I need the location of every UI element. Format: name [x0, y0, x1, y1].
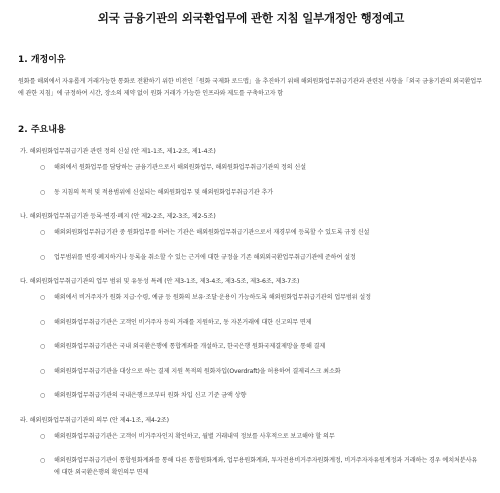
list-item [16, 366, 486, 378]
circle-bullet-icon: ○ [40, 188, 46, 196]
list-item [16, 455, 486, 478]
circle-bullet-icon: ○ [40, 343, 46, 350]
list-item-text: 해외외원화업무취급기관 중 원화업무를 하려는 기관은 해외원화업무취급기관으로서 재경부에 등록할 수 있도록 규정 신설 [54, 229, 370, 236]
list-item-text: 업무범위를 변경·폐지하거나 등록을 취소할 수 있는 근거에 대한 규정을 기존 해외외국환업무취급기관에 준하여 설정 [54, 253, 356, 261]
list-item [16, 390, 486, 402]
section-main-content [16, 122, 486, 478]
bullet-list [16, 292, 486, 402]
section-paragraph: 원화를 해외에서 자유롭게 거래가능한 통화로 전환하기 위한 비전인「원화 국제화 로드맵」을 추진하기 위해 해외원화업무취급기관과 관련된 사항을「외국 금융기관의 외국환업무에 관한 지침」에 규정하여 시간, 장소의 제약 없이 원화 거래가 가능한 인프라와 제도를 구축하고자 함 [18, 78, 483, 97]
circle-bullet-icon: ○ [40, 318, 46, 326]
list-item [16, 227, 486, 239]
list-item-text: 해외원화업무취급기관은 고객인 비거주자 등의 거래를 지원하고, 동 자본거래에 대한 신고의무 면제 [54, 318, 312, 326]
circle-bullet-icon: ○ [40, 457, 46, 464]
list-item-text: 해외원화업무취급기관을 대상으로 하는 결제 지원 목적의 원화자입(Overdraft)을 허용하여 결제리스크 최소화 [54, 367, 341, 375]
list-item [16, 317, 486, 329]
circle-bullet-icon: ○ [40, 253, 46, 261]
circle-bullet-icon: ○ [40, 229, 46, 236]
list-item-text: 해외원화업무취급기관이 통합원화계좌를 통해 다른 통합원화계좌, 업무용원화계좌, 투자전용비거주자원화계정, 비거주자자유원계정과 거래하는 경우 예치처분사유에 대한 외국환은행의 확인의무 면제 [54, 457, 478, 476]
circle-bullet-icon: ○ [40, 367, 46, 375]
list-item [16, 341, 486, 353]
circle-bullet-icon: ○ [40, 392, 46, 399]
list-item [16, 431, 486, 443]
list-item-text: 해외에서 원화업무를 담당하는 금융기관으로서 해외원화업무, 해외원화업무취급기관의 정의 신설 [54, 164, 306, 171]
list-item-text: 해외원화업무취급기관의 국내은행으로부터 원화 차입 신고 기준 금액 상향 [54, 392, 247, 399]
section-reason [16, 52, 486, 100]
subsection-label: 가. 해외원화업무취급기관 관련 정의 신설 (안 제1-1조, 제1-2조, 제1-4조) [20, 148, 216, 155]
bullet-list [16, 431, 486, 479]
bullet-list [16, 227, 486, 263]
circle-bullet-icon: ○ [40, 432, 46, 440]
bullet-list [16, 162, 486, 198]
circle-bullet-icon: ○ [40, 164, 46, 171]
subsection-label: 다. 해외원화업무취급기관의 업무 범위 및 유동성 특례 (안 제3-1조, 제3-4조, 제3-5조, 제3-6조, 제3-7조) [20, 278, 300, 285]
list-item [16, 187, 486, 199]
list-item-text: 해외에서 비거주자가 원화 지급·수령, 예금 등 원화의 보유·조달·운용이 가능하도록 해외원화업무취급기관의 업무범위 설정 [54, 294, 371, 301]
section-heading: 2. 주요내용 [18, 125, 66, 135]
list-item-text: 해외원화업무취급기관은 고객이 비거주자인지 확인하고, 월별 거래내역 정보를 사후적으로 보고해야 할 의무 [54, 432, 335, 440]
list-item [16, 162, 486, 174]
list-item [16, 252, 486, 264]
list-item-text: 동 지침의 목적 및 적용범위에 신설되는 해외원화업무 및 해외원화업무취급기관 추가 [54, 188, 274, 196]
subsection-label: 나. 해외원화업무취급기관 등록·변경·폐지 (안 제2-2조, 제2-3조, 제2-5조) [20, 213, 216, 220]
list-item [16, 292, 486, 304]
circle-bullet-icon: ○ [40, 294, 46, 301]
page-title: 외국 금융기관의 외국환업무에 관한 지침 일부개정안 행정예고 [97, 11, 405, 25]
section-heading: 1. 개정이유 [18, 55, 66, 65]
subsection-label: 라. 해외원화업무취급기관의 의무 (안 제4-1조, 제4-2조) [20, 416, 169, 424]
list-item-text: 해외원화업무취급기관은 국내 외국환은행에 통합계좌를 개설하고, 한국은행 원화국제결제망을 통해 결제 [54, 343, 326, 350]
